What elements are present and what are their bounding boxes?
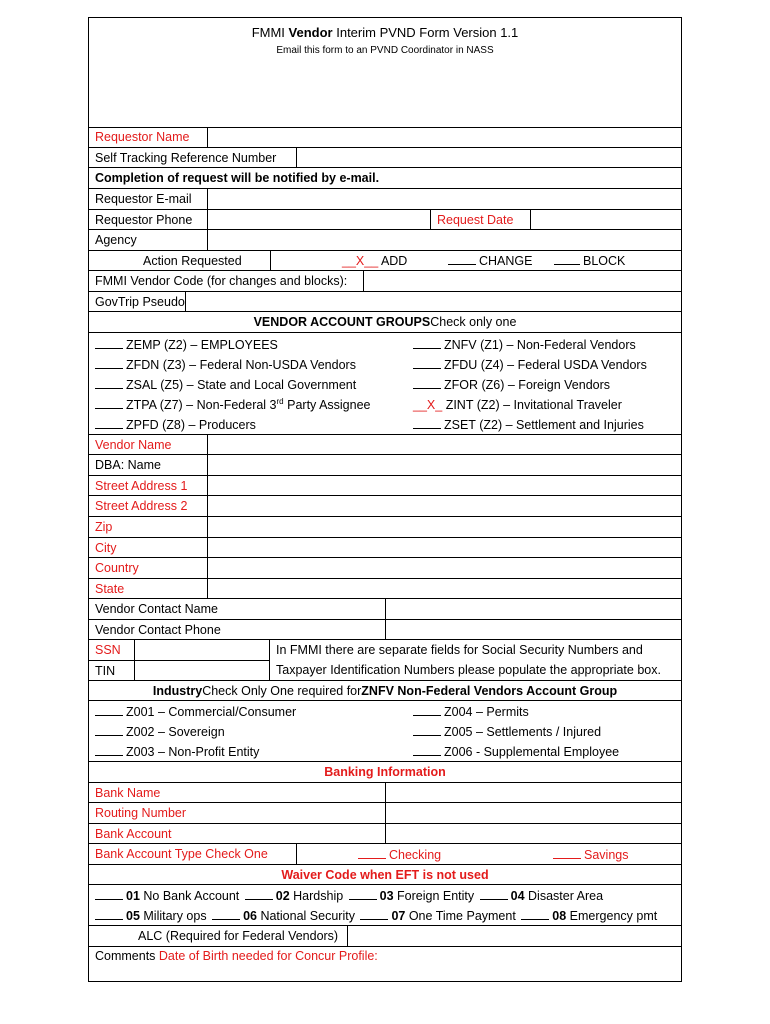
vendor-code-row [89,271,681,292]
routing-label: Routing Number [95,806,187,820]
alc-label: ALC (Required for Federal Vendors) [138,929,339,943]
tracking-row [89,148,681,168]
ssn-note-line2: Taxpayer Identification Numbers please populate the appropriate box. [276,663,661,677]
vendor-name-label: Vendor Name [95,437,172,452]
form-header [89,18,681,128]
comments-row[interactable] [89,947,681,981]
industry-z005[interactable]: Z005 – Settlements / Injured [413,722,619,742]
contact-phone-row [89,620,681,640]
request-date-field[interactable] [530,210,681,229]
vendor-form [88,17,682,982]
groups-title: VENDOR ACCOUNT GROUPS Check only one [253,315,517,329]
tin-row [89,661,269,681]
form-subtitle: Email this form to an PVND Coordinator in NASS [276,45,494,56]
bank-name-field[interactable] [385,783,681,802]
waiver-line2 [95,906,657,926]
waiver-block [89,885,681,926]
completion-row [89,168,681,189]
waiver-code-03[interactable]: 03 Foreign Entity [347,889,475,903]
vendor-code-field[interactable] [363,271,681,291]
vendor-name-field[interactable] [207,435,681,454]
country-label: Country [95,561,139,575]
dba-label: DBA: Name [95,458,161,472]
comments-label: Comments Date of Birth needed for Concur Profile: [95,949,378,963]
savings-option[interactable]: Savings [553,847,628,862]
street1-label: Street Address 1 [95,478,188,493]
waiver-code-07[interactable]: 07 One Time Payment [358,909,515,923]
bank-account-field[interactable] [385,824,681,843]
tin-label: TIN [95,664,116,678]
groups-title-row [89,312,681,333]
zip-label: Zip [95,520,113,534]
street2-label: Street Address 2 [95,499,188,513]
zip-row [89,517,681,538]
industry-right-column [413,702,619,762]
agency-label: Agency [95,233,137,247]
industry-block [89,701,681,762]
group-zemp[interactable]: ZEMP (Z2) – EMPLOYEES [95,335,371,355]
state-label: State [95,581,125,596]
contact-phone-field[interactable] [385,620,681,639]
street2-row [89,496,681,517]
country-field[interactable] [207,558,681,578]
city-field[interactable] [207,538,681,557]
action-row [89,251,681,271]
requestor-email-row [89,189,681,210]
requestor-name-field[interactable] [207,127,681,147]
govtrip-field[interactable] [185,292,681,311]
agency-row [89,230,681,251]
action-add-option[interactable]: __X__ ADD [342,253,408,268]
action-options [270,251,681,270]
banking-title-row [89,762,681,783]
industry-title: Industry Check Only One required for ZNFV Non-Federal Vendors Account Group [152,683,618,698]
requestor-phone-label: Requestor Phone [95,212,193,227]
ssn-tin-block [89,640,681,681]
account-type-options [296,844,681,864]
waiver-code-04[interactable]: 04 Disaster Area [478,889,603,903]
bank-account-row [89,824,681,844]
bank-name-row [89,783,681,803]
requestor-name-label: Requestor Name [95,130,190,144]
ssn-note [269,640,681,680]
group-zpfd[interactable]: ZPFD (Z8) – Producers [95,415,371,435]
groups-block [89,333,681,435]
group-zfor[interactable]: ZFOR (Z6) – Foreign Vendors [413,375,647,395]
contact-name-field[interactable] [385,599,681,619]
waiver-code-06[interactable]: 06 National Security [210,909,355,923]
country-row [89,558,681,579]
groups-left-column [95,335,371,435]
groups-right-column [413,335,647,435]
waiver-code-05[interactable]: 05 Military ops [95,909,207,923]
industry-z002[interactable]: Z002 – Sovereign [95,722,296,742]
industry-z001[interactable]: Z001 – Commercial/Consumer [95,702,296,722]
city-row [89,538,681,558]
routing-field[interactable] [385,803,681,823]
waiver-code-02[interactable]: 02 Hardship [243,889,343,903]
requestor-email-field[interactable] [207,189,681,209]
action-label: Action Requested [143,253,242,268]
waiver-title-row [89,865,681,885]
dba-field[interactable] [207,455,681,475]
group-zfdu[interactable]: ZFDU (Z4) – Federal USDA Vendors [413,355,647,375]
zip-field[interactable] [207,517,681,537]
requestor-name-row [89,127,681,148]
street2-field[interactable] [207,496,681,516]
group-zsal[interactable]: ZSAL (Z5) – State and Local Government [95,375,371,395]
industry-left-column [95,702,296,762]
ssn-note-line1: In FMMI there are separate fields for Social Security Numbers and [276,643,643,657]
dba-row [89,455,681,476]
ssn-label: SSN [95,643,121,657]
tracking-label: Self Tracking Reference Number [95,150,277,165]
ssn-row [89,640,269,661]
industry-title-row [89,681,681,701]
waiver-codes [95,886,657,926]
completion-note: Completion of request will be notified by e-mail. [95,171,380,185]
action-change-option[interactable]: CHANGE [448,253,532,268]
request-date-label: Request Date [430,210,530,229]
state-field[interactable] [207,579,681,598]
waiver-code-01[interactable]: 01 No Bank Account [95,889,239,903]
form-title: FMMI Vendor Interim PVND Form Version 1.1 [251,25,519,40]
account-type-row [89,844,681,865]
waiver-line1 [95,886,657,906]
vendor-code-label: FMMI Vendor Code (for changes and blocks): [95,274,348,288]
tracking-field[interactable] [296,148,681,167]
street1-row [89,476,681,496]
banking-title: Banking Information [324,765,446,779]
action-block-option[interactable]: BLOCK [554,253,625,268]
group-ztpa[interactable]: ZTPA (Z7) – Non-Federal 3rd Party Assignee [95,395,371,415]
bank-account-label: Bank Account [95,826,172,841]
checking-option[interactable]: Checking [358,847,441,862]
state-row [89,579,681,599]
group-zset[interactable]: ZSET (Z2) – Settlement and Injuries [413,415,647,435]
waiver-code-08[interactable]: 08 Emergency pmt [519,909,657,923]
requestor-phone-field[interactable] [207,210,430,229]
industry-z006[interactable]: Z006 - Supplemental Employee [413,742,619,762]
bank-name-label: Bank Name [95,785,161,800]
account-type-label: Bank Account Type Check One [95,847,268,861]
street1-field[interactable] [207,476,681,495]
group-zint[interactable]: __X_ ZINT (Z2) – Invitational Traveler [413,398,622,412]
group-znfv[interactable]: ZNFV (Z1) – Non-Federal Vendors [413,335,647,355]
waiver-title: Waiver Code when EFT is not used [281,867,489,882]
contact-name-row [89,599,681,620]
govtrip-label: GovTrip Pseudo [95,294,185,309]
alc-field[interactable] [347,926,681,946]
ssn-field[interactable] [134,640,269,660]
vendor-name-row [89,435,681,455]
agency-field[interactable] [207,230,681,250]
industry-z003[interactable]: Z003 – Non-Profit Entity [95,742,296,762]
requestor-phone-row [89,210,681,230]
alc-row [89,926,681,947]
contact-phone-label: Vendor Contact Phone [95,622,221,637]
contact-name-label: Vendor Contact Name [95,602,218,616]
city-label: City [95,540,117,555]
tin-field[interactable] [134,661,269,681]
group-zfdn[interactable]: ZFDN (Z3) – Federal Non-USDA Vendors [95,355,371,375]
routing-row [89,803,681,824]
requestor-email-label: Requestor E-mail [95,192,192,206]
govtrip-row [89,292,681,312]
industry-z004[interactable]: Z004 – Permits [413,702,619,722]
